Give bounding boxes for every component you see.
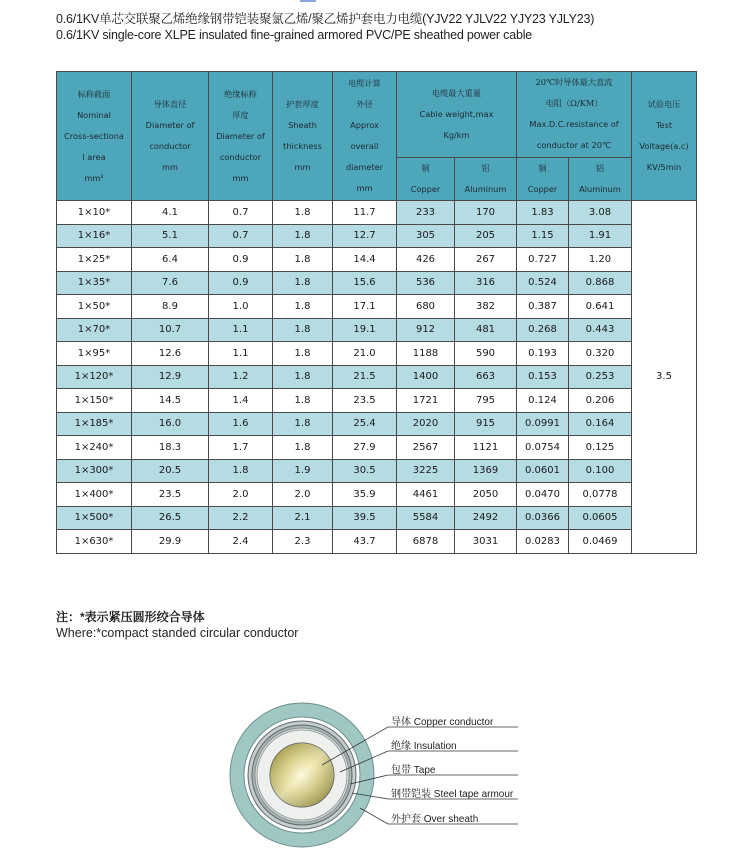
- cell-weight-aluminum: 481: [455, 318, 517, 342]
- cell-conductor-diameter: 7.6: [132, 271, 209, 295]
- header-ral-cn: 铝: [595, 162, 605, 173]
- cell-sheath-thickness: 2.0: [273, 483, 333, 507]
- cell-sheath-thickness: 1.8: [273, 248, 333, 272]
- cell-nominal: 1×150*: [57, 389, 132, 413]
- header-weight-unit: Kg/km: [443, 129, 470, 140]
- header-tv-en1: Test: [655, 120, 673, 130]
- header-it-cn2: 厚度: [232, 109, 249, 120]
- cell-resistance-aluminum: 0.0605: [569, 506, 632, 530]
- cell-nominal: 1×25*: [57, 248, 132, 272]
- cell-resistance-aluminum: 0.164: [569, 412, 632, 436]
- cell-weight-aluminum: 590: [455, 342, 517, 366]
- header-resistance-copper: [517, 157, 569, 200]
- spec-table-body: [57, 201, 697, 554]
- copper-conductor-sheen: [270, 743, 334, 807]
- header-res-cn1: 20℃时导体最大直流: [535, 77, 613, 88]
- cell-resistance-aluminum: 1.20: [569, 248, 632, 272]
- cell-resistance-aluminum: 0.253: [569, 365, 632, 389]
- cell-weight-copper: 6878: [397, 530, 455, 554]
- header-res-cn2: 电阻（Ω/KM）: [545, 98, 603, 109]
- cell-sheath-thickness: 1.9: [273, 459, 333, 483]
- cell-weight-copper: 426: [397, 248, 455, 272]
- cell-sheath-thickness: 1.8: [273, 389, 333, 413]
- table-row: [57, 436, 697, 460]
- cell-overall-diameter: 39.5: [333, 506, 397, 530]
- header-weight-cn: 电缆最大重量: [431, 87, 482, 98]
- cell-weight-aluminum: 2492: [455, 506, 517, 530]
- cell-weight-aluminum: 170: [455, 201, 517, 225]
- note-en: Where:*compact standed circular conductor: [56, 626, 299, 640]
- header-res-en1: Max.D.C.resistance of: [529, 119, 619, 130]
- table-row: [57, 342, 697, 366]
- cell-insulation-thickness: 0.7: [209, 201, 273, 225]
- cell-conductor-diameter: 16.0: [132, 412, 209, 436]
- header-nominal-en2: Cross-sectiona: [64, 130, 124, 141]
- cell-weight-aluminum: 382: [455, 295, 517, 319]
- cell-resistance-aluminum: 0.320: [569, 342, 632, 366]
- cell-insulation-thickness: 2.2: [209, 506, 273, 530]
- cell-sheath-thickness: 1.8: [273, 342, 333, 366]
- cell-nominal: 1×240*: [57, 436, 132, 460]
- header-st-en1: Sheath: [288, 120, 317, 130]
- table-row: [57, 201, 697, 225]
- cell-conductor-diameter: 5.1: [132, 224, 209, 248]
- header-it-cn1: 绝缘标称: [224, 88, 257, 99]
- cell-insulation-thickness: 0.9: [209, 248, 273, 272]
- cell-resistance-copper: 1.15: [517, 224, 569, 248]
- cell-sheath-thickness: 2.1: [273, 506, 333, 530]
- cell-weight-copper: 1721: [397, 389, 455, 413]
- header-rcu-cn: 铜: [538, 162, 547, 173]
- cell-resistance-copper: 0.0601: [517, 459, 569, 483]
- cell-conductor-diameter: 12.9: [132, 365, 209, 389]
- cell-weight-copper: 5584: [397, 506, 455, 530]
- cell-resistance-copper: 0.0366: [517, 506, 569, 530]
- header-cd-en2: conductor: [149, 141, 191, 151]
- cell-overall-diameter: 21.5: [333, 365, 397, 389]
- header-nominal-en3: l area: [82, 151, 106, 162]
- table-row: [57, 271, 697, 295]
- cell-weight-aluminum: 3031: [455, 530, 517, 554]
- spec-table: [56, 71, 697, 554]
- cell-nominal: 1×400*: [57, 483, 132, 507]
- cell-resistance-aluminum: 0.641: [569, 295, 632, 319]
- cell-weight-aluminum: 795: [455, 389, 517, 413]
- header-resistance-aluminum: [569, 157, 632, 200]
- header-tv-cn: 试验电压: [647, 99, 681, 109]
- header-it-unit: mm: [232, 172, 249, 183]
- table-row: [57, 365, 697, 389]
- table-row: [57, 459, 697, 483]
- header-it-en2: conductor: [219, 151, 262, 162]
- cell-test-voltage: 3.5: [632, 201, 697, 554]
- cell-nominal: 1×10*: [57, 201, 132, 225]
- table-row: [57, 412, 697, 436]
- header-st-en2: thickness: [283, 141, 322, 151]
- table-row: [57, 295, 697, 319]
- cell-nominal: 1×185*: [57, 412, 132, 436]
- cell-sheath-thickness: 1.8: [273, 295, 333, 319]
- cell-sheath-thickness: 1.8: [273, 318, 333, 342]
- cell-overall-diameter: 30.5: [333, 459, 397, 483]
- header-weight: [397, 72, 517, 158]
- cell-overall-diameter: 15.6: [333, 271, 397, 295]
- page-title-en: 0.6/1KV single-core XLPE insulated fine-grained armored PVC/PE sheathed power cable: [56, 28, 533, 42]
- cell-insulation-thickness: 1.2: [209, 365, 273, 389]
- cell-nominal: 1×120*: [57, 365, 132, 389]
- cell-insulation-thickness: 2.4: [209, 530, 273, 554]
- cell-insulation-thickness: 0.9: [209, 271, 273, 295]
- leader-line-tape: [350, 775, 518, 784]
- cell-weight-aluminum: 2050: [455, 483, 517, 507]
- top-decoration-bar: [300, 0, 316, 2]
- table-row: [57, 506, 697, 530]
- cell-weight-copper: 912: [397, 318, 455, 342]
- cell-weight-aluminum: 1369: [455, 459, 517, 483]
- table-row: [57, 389, 697, 413]
- cell-conductor-diameter: 20.5: [132, 459, 209, 483]
- cell-resistance-copper: 0.193: [517, 342, 569, 366]
- cell-insulation-thickness: 1.6: [209, 412, 273, 436]
- cell-weight-copper: 680: [397, 295, 455, 319]
- header-od-cn1: 电缆计算: [348, 78, 381, 88]
- cell-conductor-diameter: 23.5: [132, 483, 209, 507]
- cell-weight-aluminum: 663: [455, 365, 517, 389]
- header-nominal: [57, 72, 132, 201]
- cell-weight-aluminum: 316: [455, 271, 517, 295]
- header-overall-diameter: [333, 72, 397, 201]
- cell-weight-copper: 4461: [397, 483, 455, 507]
- cell-resistance-aluminum: 3.08: [569, 201, 632, 225]
- table-row: [57, 530, 697, 554]
- cell-overall-diameter: 21.0: [333, 342, 397, 366]
- header-nominal-cn: 标称截面: [77, 88, 111, 99]
- page-title-cn: 0.6/1KV单芯交联聚乙烯绝缘钢带铠装聚氯乙烯/聚乙烯护套电力电缆(YJV22 YJLV22 YJY23 YJLY23): [56, 12, 595, 26]
- cell-conductor-diameter: 4.1: [132, 201, 209, 225]
- cell-sheath-thickness: 2.3: [273, 530, 333, 554]
- header-cd-en1: Diameter of: [145, 120, 195, 130]
- cell-weight-copper: 233: [397, 201, 455, 225]
- note-cn: 注：*表示紧压圆形绞合导体: [56, 610, 205, 624]
- cell-resistance-aluminum: 0.443: [569, 318, 632, 342]
- cell-nominal: 1×500*: [57, 506, 132, 530]
- cell-overall-diameter: 25.4: [333, 412, 397, 436]
- table-row: [57, 224, 697, 248]
- header-od-en3: diameter: [345, 162, 384, 172]
- cell-sheath-thickness: 1.8: [273, 365, 333, 389]
- header-it-en1: Diameter of: [216, 130, 265, 141]
- cell-conductor-diameter: 29.9: [132, 530, 209, 554]
- cell-overall-diameter: 19.1: [333, 318, 397, 342]
- cell-overall-diameter: 11.7: [333, 201, 397, 225]
- cell-weight-copper: 305: [397, 224, 455, 248]
- cell-conductor-diameter: 8.9: [132, 295, 209, 319]
- cell-resistance-copper: 0.124: [517, 389, 569, 413]
- header-od-unit: mm: [356, 183, 373, 193]
- header-weight-en: Cable weight,max: [419, 108, 494, 119]
- cell-sheath-thickness: 1.8: [273, 412, 333, 436]
- label-insulation: 绝缘 Insulation: [391, 741, 457, 752]
- cell-nominal: 1×95*: [57, 342, 132, 366]
- header-od-en2: overall: [350, 141, 379, 151]
- cell-insulation-thickness: 2.0: [209, 483, 273, 507]
- cell-weight-aluminum: 267: [455, 248, 517, 272]
- cell-resistance-copper: 0.268: [517, 318, 569, 342]
- cell-conductor-diameter: 6.4: [132, 248, 209, 272]
- cell-overall-diameter: 14.4: [333, 248, 397, 272]
- cell-resistance-copper: 0.0283: [517, 530, 569, 554]
- cell-conductor-diameter: 18.3: [132, 436, 209, 460]
- header-cd-cn: 导体直径: [153, 99, 187, 109]
- cell-weight-copper: 536: [397, 271, 455, 295]
- header-wal-en: Aluminum: [464, 183, 507, 194]
- header-tv-en2: Voltage(a.c): [639, 141, 689, 151]
- cell-weight-copper: 2020: [397, 412, 455, 436]
- cell-resistance-aluminum: 0.125: [569, 436, 632, 460]
- cell-nominal: 1×16*: [57, 224, 132, 248]
- cell-resistance-aluminum: 1.91: [569, 224, 632, 248]
- header-resistance: [517, 72, 632, 158]
- cell-resistance-copper: 0.0991: [517, 412, 569, 436]
- cell-sheath-thickness: 1.8: [273, 201, 333, 225]
- cell-conductor-diameter: 12.6: [132, 342, 209, 366]
- cell-insulation-thickness: 1.1: [209, 318, 273, 342]
- cell-nominal: 1×300*: [57, 459, 132, 483]
- cell-insulation-thickness: 1.4: [209, 389, 273, 413]
- cell-overall-diameter: 17.1: [333, 295, 397, 319]
- label-steel-tape-armour: 钢带铠装 Steel tape armour: [391, 789, 514, 800]
- cell-insulation-thickness: 0.7: [209, 224, 273, 248]
- cell-conductor-diameter: 26.5: [132, 506, 209, 530]
- header-nominal-en1: Nominal: [77, 109, 111, 120]
- label-tape: 包带 Tape: [391, 765, 436, 776]
- header-od-en1: Approx: [350, 120, 379, 130]
- cell-overall-diameter: 12.7: [333, 224, 397, 248]
- cell-resistance-copper: 0.387: [517, 295, 569, 319]
- label-copper-conductor: 导体 Copper conductor: [391, 717, 494, 728]
- cell-weight-aluminum: 1121: [455, 436, 517, 460]
- header-st-cn: 护套厚度: [286, 99, 319, 109]
- table-row: [57, 318, 697, 342]
- cell-sheath-thickness: 1.8: [273, 224, 333, 248]
- cell-resistance-copper: 0.153: [517, 365, 569, 389]
- header-st-unit: mm: [294, 162, 311, 172]
- header-insulation-thickness: [209, 72, 273, 201]
- cell-resistance-copper: 0.0470: [517, 483, 569, 507]
- header-nominal-unit: mm²: [84, 172, 104, 183]
- cell-resistance-copper: 0.524: [517, 271, 569, 295]
- header-weight-aluminum: [455, 157, 517, 200]
- cell-resistance-copper: 0.727: [517, 248, 569, 272]
- header-wcu-en: Copper: [410, 183, 441, 194]
- header-weight-copper: [397, 157, 455, 200]
- cell-weight-copper: 2567: [397, 436, 455, 460]
- cell-sheath-thickness: 1.8: [273, 436, 333, 460]
- cell-insulation-thickness: 1.8: [209, 459, 273, 483]
- cell-resistance-aluminum: 0.100: [569, 459, 632, 483]
- cell-conductor-diameter: 14.5: [132, 389, 209, 413]
- cell-weight-copper: 3225: [397, 459, 455, 483]
- cell-nominal: 1×70*: [57, 318, 132, 342]
- header-rcu-en: Copper: [527, 183, 558, 194]
- header-tv-unit: KV/5min: [646, 162, 682, 172]
- cell-resistance-copper: 0.0754: [517, 436, 569, 460]
- cell-nominal: 1×630*: [57, 530, 132, 554]
- header-ral-en: Aluminum: [579, 183, 621, 194]
- cell-resistance-aluminum: 0.868: [569, 271, 632, 295]
- header-conductor-diameter: [132, 72, 209, 201]
- table-row: [57, 483, 697, 507]
- cell-sheath-thickness: 1.8: [273, 271, 333, 295]
- cell-insulation-thickness: 1.0: [209, 295, 273, 319]
- cell-weight-aluminum: 205: [455, 224, 517, 248]
- header-sheath-thickness: [273, 72, 333, 201]
- cell-overall-diameter: 35.9: [333, 483, 397, 507]
- cell-nominal: 1×35*: [57, 271, 132, 295]
- cell-resistance-aluminum: 0.0469: [569, 530, 632, 554]
- cell-weight-copper: 1400: [397, 365, 455, 389]
- cell-insulation-thickness: 1.7: [209, 436, 273, 460]
- header-od-cn2: 外径: [356, 99, 373, 109]
- header-wal-cn: 铝: [481, 162, 490, 173]
- header-test-voltage: [632, 72, 697, 201]
- cell-weight-copper: 1188: [397, 342, 455, 366]
- table-row: [57, 248, 697, 272]
- cell-insulation-thickness: 1.1: [209, 342, 273, 366]
- cell-weight-aluminum: 915: [455, 412, 517, 436]
- label-over-sheath: 外护套 Over sheath: [391, 814, 479, 825]
- cell-overall-diameter: 23.5: [333, 389, 397, 413]
- cell-nominal: 1×50*: [57, 295, 132, 319]
- cable-cross-section-diagram: [220, 700, 540, 849]
- cell-resistance-copper: 1.83: [517, 201, 569, 225]
- cell-resistance-aluminum: 0.0778: [569, 483, 632, 507]
- cell-resistance-aluminum: 0.206: [569, 389, 632, 413]
- header-res-en2: conductor at 20℃: [536, 140, 612, 151]
- cell-conductor-diameter: 10.7: [132, 318, 209, 342]
- header-wcu-cn: 铜: [421, 162, 430, 173]
- header-cd-unit: mm: [162, 162, 178, 172]
- cell-overall-diameter: 43.7: [333, 530, 397, 554]
- cell-overall-diameter: 27.9: [333, 436, 397, 460]
